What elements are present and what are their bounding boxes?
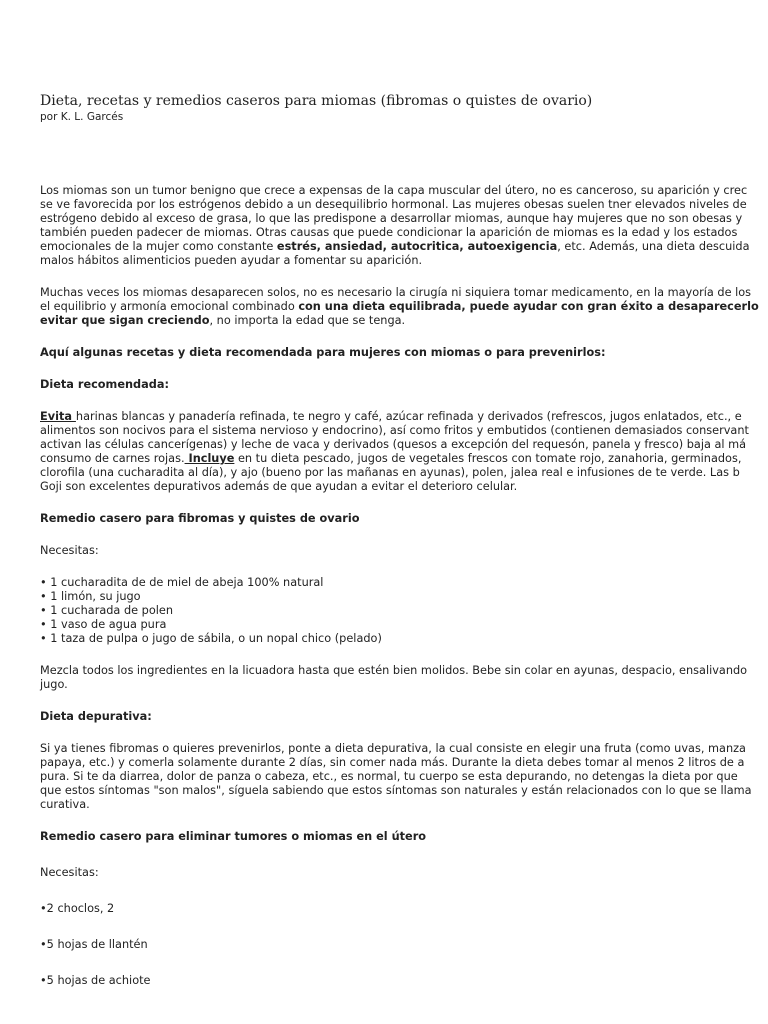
text-line: Los miomas son un tumor benigno que crece a expensas de la capa muscular del útero, no es canceroso, su aparición y crec xyxy=(40,184,748,197)
document-title: Dieta, recetas y remedios caseros para miomas (fibromas o quistes de ovario) xyxy=(40,93,593,109)
list-item: •5 hojas de achiote xyxy=(40,974,151,987)
paragraph-detox xyxy=(40,742,759,812)
bold-text: estrés, ansiedad, autocritica, autoexigencia xyxy=(276,240,558,253)
text-line: Si ya tienes fibromas o quieres prevenirlos, ponte a dieta depurativa, la cual consiste en elegir una fruta (como uvas, manza xyxy=(40,742,746,755)
text-line: Goji son excelentes depurativos además de que ayudan a evitar el deterioro celular. xyxy=(40,480,518,493)
author-byline: por K. L. Garcés xyxy=(40,111,124,123)
text-line xyxy=(40,300,759,314)
paragraph-diet xyxy=(40,410,759,494)
text-span: , etc. Además, una dieta descuida xyxy=(557,240,750,253)
bold-text: evitar que sigan creciendo xyxy=(40,314,210,327)
text-span: consumo de carnes rojas. xyxy=(40,452,185,465)
text-line: papaya, etc.) y comerla solamente durante 2 días, sin comer nada más. Durante la dieta debes tomar al menos 2 litros de a xyxy=(40,756,745,769)
section-heading-remedy-fibroids: Remedio casero para fibromas y quistes de ovario xyxy=(40,512,360,525)
paragraph-preparation xyxy=(40,664,759,692)
text-line: malos hábitos alimenticios pueden ayudar a fomentar su aparición. xyxy=(40,254,423,267)
text-line: Mezcla todos los ingredientes en la licuadora hasta que estén bien molidos. Bebe sin colar en ayunas, despacio, ensalivando xyxy=(40,664,748,677)
list-item: • 1 cucharadita de de miel de abeja 100% natural xyxy=(40,576,324,589)
list-item: • 1 vaso de agua pura xyxy=(40,618,167,631)
text-line: estrógeno debido al exceso de grasa, lo que las predispone a desarrollar miomas, aunque hay mujeres que no son obesas y xyxy=(40,212,743,225)
list-item: •5 hojas de llantén xyxy=(40,938,148,951)
text-line: clorofila (una cucharadita al día), y ajo (bueno por las mañanas en ayunas), polen, jalea real e infusiones de te verde. Las b xyxy=(40,466,740,479)
text-line: también pueden padecer de miomas. Otras causas que puede condicionar la aparición de miomas es la edad y los estados xyxy=(40,226,738,239)
ingredients-list xyxy=(40,576,759,646)
text-span: el equilibrio y armonía emocional combinado xyxy=(40,300,299,313)
text-line xyxy=(40,410,759,424)
text-line: jugo. xyxy=(40,678,68,691)
paragraph-intro xyxy=(40,184,759,268)
bold-text: con una dieta equilibrada, puede ayudar con gran éxito a desaparecerlo xyxy=(298,300,759,313)
text-line: se ve favorecida por los estrógenos debido a un desequilibrio hormonal. Las mujeres obesas suelen tner elevados niveles de xyxy=(40,198,747,211)
text-line xyxy=(40,240,759,254)
list-item: • 1 limón, su jugo xyxy=(40,590,141,603)
text-span: harinas blancas y panadería refinada, te negro y café, azúcar refinada y derivados (refrescos, jugos enlatados, etc., e xyxy=(75,410,742,423)
section-heading-detox: Dieta depurativa: xyxy=(40,710,152,723)
text-line: alimentos son nocivos para el sistema nervioso y endocrino), así como fritos y embutidos (contienen demasiados conservant xyxy=(40,424,749,437)
section-heading-recipes: Aquí algunas recetas y dieta recomendada para mujeres con miomas o para prevenirlos: xyxy=(40,346,606,359)
needs-label: Necesitas: xyxy=(40,544,99,557)
paragraph-emotional xyxy=(40,286,759,328)
text-line: Muchas veces los miomas desaparecen solos, no es necesario la cirugía ni siquiera tomar medicamento, en la mayoría de los xyxy=(40,286,752,299)
text-line: que estos síntomas "son malos", síguela sabiendo que estos síntomas son naturales y están relacionados con lo que se llama xyxy=(40,784,752,797)
evita-label: Evita xyxy=(40,410,76,423)
text-line xyxy=(40,452,759,466)
text-span: , no importa la edad que se tenga. xyxy=(209,314,406,327)
text-span: emocionales de la mujer como constante xyxy=(40,240,277,253)
list-item: • 1 taza de pulpa o jugo de sábila, o un nopal chico (pelado) xyxy=(40,632,382,645)
article-body xyxy=(40,184,759,988)
text-line: curativa. xyxy=(40,798,90,811)
section-heading-remedy-tumors: Remedio casero para eliminar tumores o miomas en el útero xyxy=(40,830,427,843)
text-span: en tu dieta pescado, jugos de vegetales frescos con tomate rojo, zanahoria, germinados, xyxy=(234,452,742,465)
list-item: •2 choclos, 2 xyxy=(40,902,115,915)
incluye-label: Incluye xyxy=(184,452,235,465)
text-line: pura. Si te da diarrea, dolor de panza o cabeza, etc., es normal, tu cuerpo se esta depurando, no detengas la dieta por que xyxy=(40,770,738,783)
list-item: • 1 cucharada de polen xyxy=(40,604,173,617)
needs-label: Necesitas: xyxy=(40,866,99,879)
text-line xyxy=(40,314,759,328)
text-line: activan las células cancerígenas) y leche de vaca y derivados (quesos a excepción del requesón, panela y fresco) baja al má xyxy=(40,438,747,451)
section-heading-diet: Dieta recomendada: xyxy=(40,378,169,391)
